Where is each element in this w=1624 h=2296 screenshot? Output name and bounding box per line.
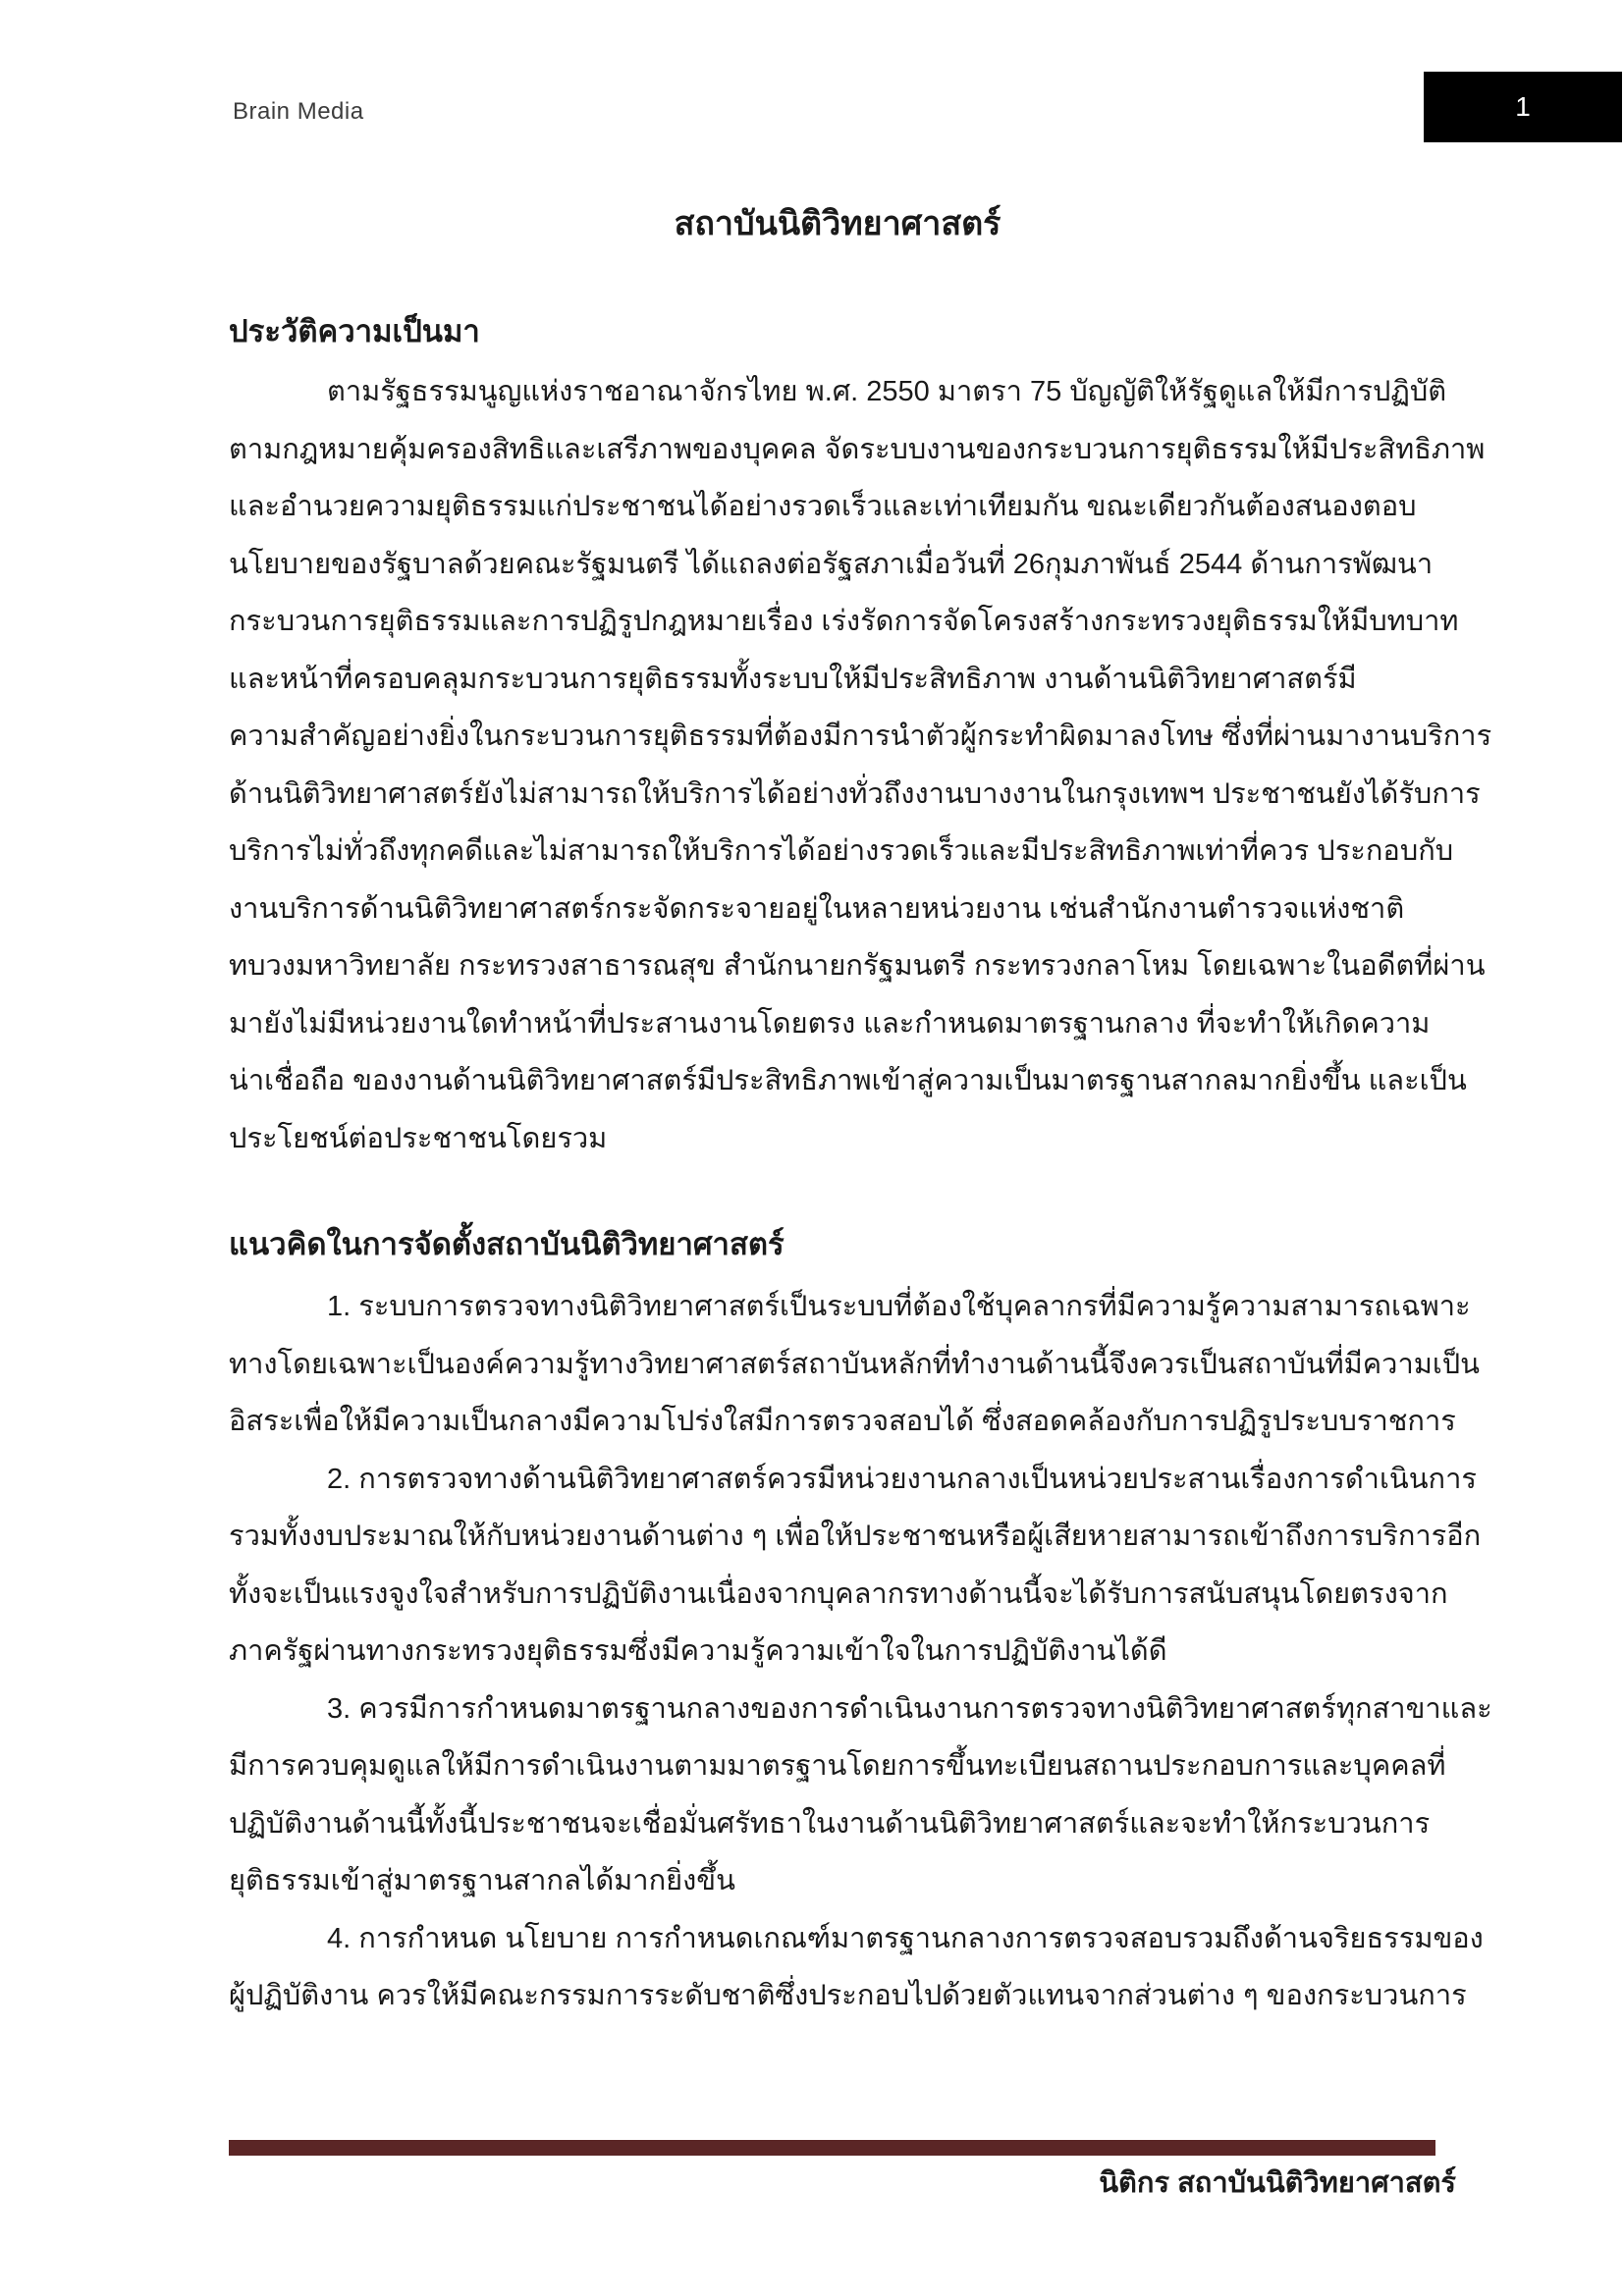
paragraph-line: 1. ระบบการตรวจทางนิติวิทยาศาสตร์เป็นระบบที่ต้องใช้บุคลากรที่มีความรู้ความสามารถเฉพาะ xyxy=(327,1291,1471,1322)
document-title: สถาบันนิติวิทยาศาสตร์ xyxy=(674,205,1001,242)
paragraph-line: งานบริการด้านนิติวิทยาศาสตร์กระจัดกระจายอยู่ในหลายหน่วยงาน เช่นสำนักงานตำรวจแห่งชาติ xyxy=(229,892,1405,925)
paragraph-line: ปฏิบัติงานด้านนี้ทั้งนี้ประชาชนจะเชื่อมั่นศรัทธาในงานด้านนิติวิทยาศาสตร์และจะทำให้กระบวนการ xyxy=(229,1807,1431,1840)
paragraph-line: บริการไม่ทั่วถึงทุกคดีและไม่สามารถให้บริการได้อย่างรวดเร็วและมีประสิทธิภาพเท่าที่ควร ประกอบกับ xyxy=(229,835,1454,867)
paragraph-line: ตามกฎหมายคุ้มครองสิทธิและเสรีภาพของบุคคล จัดระบบงานของกระบวนการยุติธรรมให้มีประสิทธิภาพ xyxy=(229,433,1486,465)
paragraph-line: มายังไม่มีหน่วยงานใดทำหน้าที่ประสานงานโดยตรง และกำหนดมาตรฐานกลาง ที่จะทำให้เกิดความ xyxy=(229,1007,1431,1040)
paragraph-line: ทางโดยเฉพาะเป็นองค์ความรู้ทางวิทยาศาสตร์สถาบันหลักที่ทำงานด้านนี้จึงควรเป็นสถาบันที่มีความเป็น xyxy=(229,1348,1480,1380)
footer-divider-bar xyxy=(229,2140,1435,2156)
section-body-history xyxy=(229,363,1492,1167)
paragraph-line: ภาครัฐผ่านทางกระทรวงยุติธรรมซึ่งมีความรู้ความเข้าใจในการปฏิบัติงานได้ดี xyxy=(229,1635,1167,1667)
paragraph-line: กระบวนการยุติธรรมและการปฏิรูปกฎหมายเรื่อง เร่งรัดการจัดโครงสร้างกระทรวงยุติธรรมให้มีบทบาท xyxy=(229,606,1459,637)
paragraph-line: และหน้าที่ครอบคลุมกระบวนการยุติธรรมทั้งระบบให้มีประสิทธิภาพ งานด้านนิติวิทยาศาสตร์มี xyxy=(229,663,1357,695)
footer-credit: นิติกร สถาบันนิติวิทยาศาสตร์ xyxy=(1099,2167,1456,2199)
paragraph-line: ประโยชน์ต่อประชาชนโดยรวม xyxy=(229,1122,608,1154)
section-body-concept xyxy=(229,1278,1492,2025)
paragraph-line: ทบวงมหาวิทยาลัย กระทรวงสาธารณสุข สำนักนายกรัฐมนตรี กระทรวงกลาโหม โดยเฉพาะในอดีตที่ผ่าน xyxy=(229,950,1486,982)
paragraph-line: ความสำคัญอย่างยิ่งในกระบวนการยุติธรรมที่ต้องมีการนำตัวผู้กระทำผิดมาลงโทษ ซึ่งที่ผ่านมางานบริการ xyxy=(229,721,1492,752)
paragraph-line: และอำนวยความยุติธรรมแก่ประชาชนได้อย่างรวดเร็วและเท่าเทียมกัน ขณะเดียวกันต้องสนองตอบ xyxy=(229,491,1417,522)
paragraph-line: ผู้ปฏิบัติงาน ควรให้มีคณะกรรมการระดับชาติซึ่งประกอบไปด้วยตัวแทนจากส่วนต่าง ๆ ของกระบวนการ xyxy=(229,1980,1467,2011)
paragraph-line: ตามรัฐธรรมนูญแห่งราชอาณาจักรไทย พ.ศ. 2550 มาตรา 75 บัญญัติให้รัฐดูแลให้มีการปฏิบัติ xyxy=(327,376,1447,407)
section-heading-history: ประวัติความเป็นมา xyxy=(229,314,480,348)
paragraph-line: อิสระเพื่อให้มีความเป็นกลางมีความโปร่งใสมีการตรวจสอบได้ ซึ่งสอดคล้องกับการปฏิรูประบบราชการ xyxy=(229,1406,1456,1437)
paragraph-line: รวมทั้งงบประมาณให้กับหน่วยงานด้านต่าง ๆ เพื่อให้ประชาชนหรือผู้เสียหายสามารถเข้าถึงการบริการอีก xyxy=(229,1521,1482,1552)
paragraph-line: นโยบายของรัฐบาลด้วยคณะรัฐมนตรี ได้แถลงต่อรัฐสภาเมื่อวันที่ 26กุมภาพันธ์ 2544 ด้านการพัฒนา xyxy=(229,548,1434,580)
paragraph-line: 2. การตรวจทางด้านนิติวิทยาศาสตร์ควรมีหน่วยงานกลางเป็นหน่วยประสานเรื่องการดำเนินการ xyxy=(327,1463,1477,1495)
paragraph-line: ยุติธรรมเข้าสู่มาตรฐานสากลได้มากยิ่งขึ้น xyxy=(229,1865,735,1896)
page-number: 1 xyxy=(1515,91,1531,122)
page-number-box xyxy=(1424,72,1622,142)
paragraph-line: ทั้งจะเป็นแรงจูงใจสำหรับการปฏิบัติงานเนื่องจากบุคลากรทางด้านนี้จะได้รับการสนับสนุนโดยตรงจาก xyxy=(229,1577,1448,1610)
paragraph-line: มีการควบคุมดูแลให้มีการดำเนินงานตามมาตรฐานโดยการขึ้นทะเบียนสถานประกอบการและบุคคลที่ xyxy=(229,1750,1446,1782)
paragraph-line: ด้านนิติวิทยาศาสตร์ยังไม่สามารถให้บริการได้อย่างทั่วถึงงานบางงานในกรุงเทพฯ ประชาชนยังได้รับการ xyxy=(229,777,1481,810)
paragraph-line: 3. ควรมีการกำหนดมาตรฐานกลางของการดำเนินงานการตรวจทางนิติวิทยาศาสตร์ทุกสาขาและ xyxy=(327,1692,1492,1725)
paragraph-line: น่าเชื่อถือ ของงานด้านนิติวิทยาศาสตร์มีประสิทธิภาพเข้าสู่ความเป็นมาตรฐานสากลมากยิ่งขึ้น และเป็น xyxy=(229,1065,1467,1096)
section-heading-concept: แนวคิดในการจัดตั้งสถาบันนิติวิทยาศาสตร์ xyxy=(229,1227,785,1261)
header-brand: Brain Media xyxy=(233,98,364,125)
paragraph-line: 4. การกำหนด นโยบาย การกำหนดเกณฑ์มาตรฐานกลางการตรวจสอบรวมถึงด้านจริยธรรมของ xyxy=(327,1922,1484,1954)
